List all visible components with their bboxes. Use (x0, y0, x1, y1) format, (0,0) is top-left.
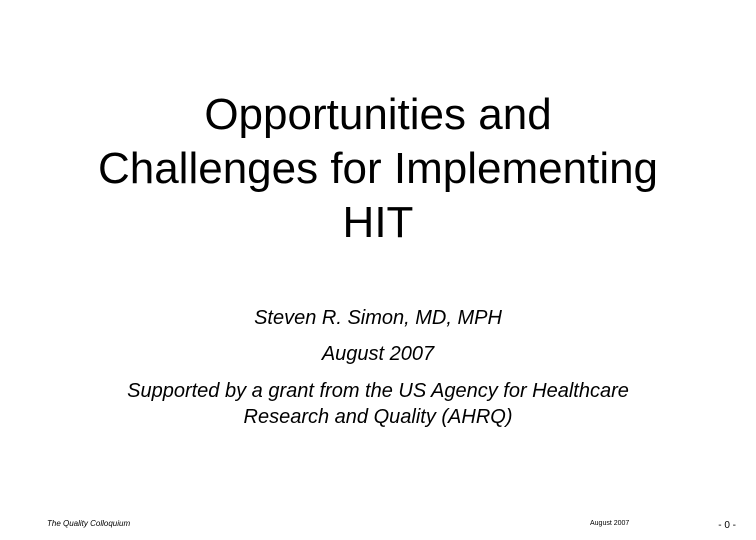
funding-statement-line: Supported by a grant from the US Agency for Healthcare (127, 380, 629, 402)
page-number: - 0 - (718, 520, 736, 531)
slide-title-line: HIT (342, 198, 414, 247)
footer-date: August 2007 (590, 520, 630, 527)
presentation-date: August 2007 (321, 343, 435, 365)
slide-title (0, 88, 756, 250)
slide-title-line: Challenges for Implementing (97, 144, 659, 193)
funding-statement-line: Research and Quality (AHRQ) (243, 406, 513, 428)
slide-title-line: Opportunities and (204, 90, 552, 139)
author-name: Steven R. Simon, MD, MPH (254, 307, 502, 329)
footer-event-name: The Quality Colloquium (47, 519, 131, 528)
funding-statement (0, 378, 756, 430)
